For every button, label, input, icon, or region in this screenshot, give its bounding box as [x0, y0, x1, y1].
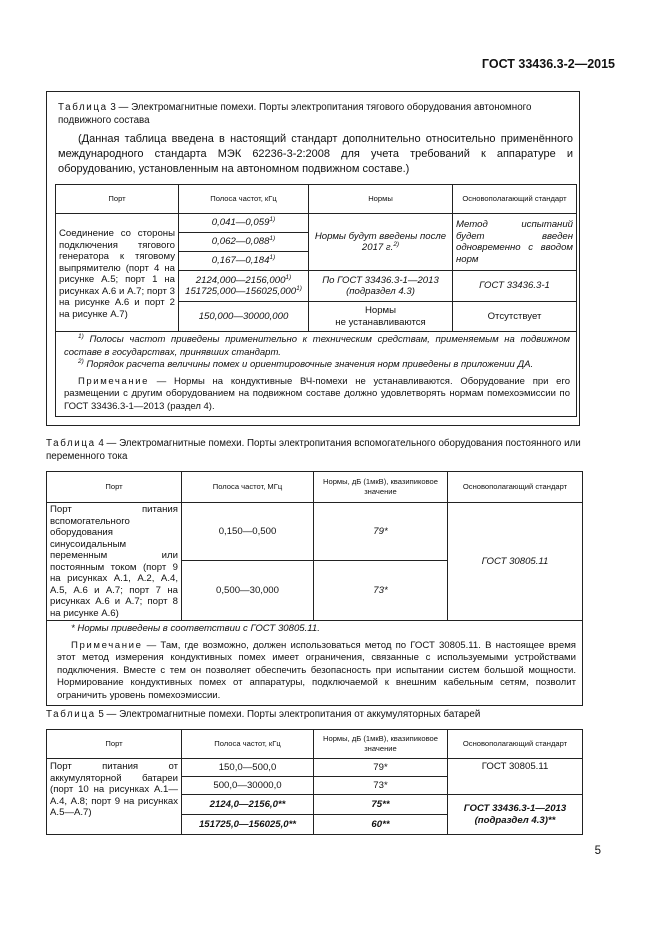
norm-text: (подраздел 4.3) [346, 286, 415, 297]
norm-text: Нормы будут введены после 2017 г. [314, 230, 447, 253]
table4-header-standard: Основополагающий стандарт [448, 472, 583, 503]
table5-norm-cell: 73* [314, 777, 448, 795]
table3-std-future: Метод испытаний будет введен одновременно с вводом норм [453, 214, 577, 271]
table5-norm-cell: 79* [314, 759, 448, 777]
table5-label: Таблица [46, 709, 96, 720]
table3-band-cell [179, 233, 309, 252]
footnote-ref: 1) [296, 284, 302, 292]
note-label: Примечание [71, 639, 143, 651]
note-text: — Нормы на кондуктивные ВЧ-помехи не устанавливаются. Оборудование при его размещении с другим оборудованием на подвижном составе должно удовлетворять нормам помехоэмиссии по ГОСТ 33436.3-1—2013 (раздел 4). [64, 375, 571, 412]
table5-header-port: Порт [47, 730, 182, 759]
table3-caption [58, 101, 573, 127]
table5-std-cell [448, 795, 583, 835]
table3-footnote-1 [64, 334, 570, 359]
table5-band-cell: 150,0—500,0 [182, 759, 314, 777]
table3-band-cell: 150,000—30000,000 [179, 302, 309, 332]
table4-header-norms: Нормы, дБ (1мкВ), квазипиковое значение [314, 472, 448, 503]
footnote-text: Порядок расчета величины помех и ориентировочные значения норм приведены в приложении ДА. [86, 359, 534, 370]
footnote-ref: 1) [285, 273, 292, 281]
footnote-mark: 1) [78, 332, 84, 340]
table3-std-cell: Отсутствует [453, 302, 577, 332]
table4-footnote: * Нормы приведены в соответствии с ГОСТ 30805.11. [71, 623, 320, 634]
table5-band-cell: 151725,0—156025,0** [182, 815, 314, 835]
table3-header-row [56, 185, 577, 214]
table5-header-band: Полоса частот, кГц [182, 730, 314, 759]
table3-label: Таблица [58, 102, 108, 113]
table4-number: 4 [98, 438, 104, 449]
table-row [56, 214, 577, 233]
table4-header-band: Полоса частот, МГц [182, 472, 314, 503]
footnote-text: Полосы частот приведены применительно к техническим средствам, применяемым на подвижном составе в государствах, принявших стандарт. [64, 334, 571, 358]
table5-number: 5 [98, 709, 104, 720]
table3-band-cell [179, 252, 309, 271]
std-text: ГОСТ 33436.3-1—2013 [463, 803, 567, 814]
table4-port-cell: Порт питания вспомогательного оборудования синусоидальным переменным или постоянным током (порт 9 на рисунках А.1, А.2, А.4, А.5, А.6 и А.7; порт 7 на рисунках А.6 и А.7; порт 8 на рисунке А.6) [47, 503, 182, 621]
norm-text: не устанавливаются [335, 316, 426, 328]
table4 [46, 471, 583, 706]
table4-title: — Электромагнитные помехи. Порты электропитания вспомогательного оборудования постоянного или переменного тока [46, 438, 581, 462]
table4-caption [46, 437, 581, 463]
footnote-mark: 2) [78, 357, 84, 365]
table5-norm-cell: 75** [314, 795, 448, 815]
page-number: 5 [594, 845, 601, 857]
table3-footnote-2 [64, 359, 570, 372]
table3-header-band: Полоса частот, кГц [179, 185, 309, 214]
table4-notes-row [47, 621, 583, 706]
table-row [47, 503, 583, 561]
table3-band-cell [179, 271, 309, 302]
table5-band-cell: 2124,0—2156,0** [182, 795, 314, 815]
table3-norm-cell [309, 302, 453, 332]
table5-header-norms: Нормы, дБ (1мкВ), квазипиковое значение [314, 730, 448, 759]
table5-header-standard: Основополагающий стандарт [448, 730, 583, 759]
table3-number: 3 [110, 102, 116, 113]
table4-norm-cell: 79* [314, 503, 448, 561]
table5-std-cell: ГОСТ 30805.11 [448, 759, 583, 795]
table3-header-port: Порт [56, 185, 179, 214]
band-value: 2124,000—2156,000 [195, 274, 286, 286]
table3 [55, 184, 577, 417]
table3-note [64, 376, 570, 414]
table3-notes-row [56, 332, 577, 417]
table3-band-cell [179, 214, 309, 233]
norm-text: Нормы [364, 305, 397, 316]
band-value: 0,062—0,088 [211, 236, 270, 248]
note-label: Примечание [78, 375, 149, 387]
table5-band-cell: 500,0—30000,0 [182, 777, 314, 795]
table5-caption [46, 708, 581, 721]
footnote-ref: 1) [269, 216, 276, 224]
table3-intro: (Данная таблица введена в настоящий стандарт дополнительно относительно применённого международного стандарта МЭК 62236-3-2:2008 для учета требований к аппаратуре и оборудованию, установленным на автономном подвижном составе.) [58, 133, 573, 175]
document-header: ГОСТ 33436.3-2—2015 [481, 57, 615, 71]
table3-title: — Электромагнитные помехи. Порты электропитания тягового оборудования автономного подвижного состава [58, 102, 532, 126]
table3-norm-future [309, 214, 453, 271]
footnote-ref: 1) [269, 235, 276, 243]
table5-title: — Электромагнитные помехи. Порты электропитания от аккумуляторных батарей [106, 709, 481, 720]
band-value: 151725,000—156025,000 [185, 286, 297, 297]
table5-header-row [47, 730, 583, 759]
norm-text: По ГОСТ 33436.3-1—2013 [322, 274, 439, 286]
table5-norm-cell: 60** [314, 815, 448, 835]
table3-header-norms: Нормы [309, 185, 453, 214]
band-value: 0,167—0,184 [211, 255, 270, 267]
table4-band-cell: 0,150—0,500 [182, 503, 314, 561]
note-text: — Там, где возможно, должен использоваться метод по ГОСТ 30805.11. В настоящее время этот метод измерения кондуктивных помех имеет ограничения, связанные с используемыми устройствами подключения. Вместе с тем он позволяет обеспечить безопасность при испытании систем большой мощности. Нормирование кондуктивных помех от аппаратуры, подключаемой к внешним кабельным сетям, позволит ограничить уровень помехоэмиссии. [57, 639, 576, 701]
table3-notes [56, 332, 577, 417]
table3-port-cell: Соединение со стороны подключения тягового генератора к тяговому выпрямителю (порт 4 на рисунке А.5; порт 1 на рисунках А.6 и А.7; порт 3 на рисунке А.6 и порт 2 на рисунке А.7) [56, 214, 179, 332]
table4-header-port: Порт [47, 472, 182, 503]
footnote-ref: 2) [393, 240, 400, 248]
band-value: 0,041—0,059 [211, 217, 270, 229]
std-text: (подраздел 4.3)** [474, 814, 556, 826]
table4-norm-cell: 73* [314, 560, 448, 620]
table4-label: Таблица [46, 438, 96, 449]
table3-header-standard: Основополагающий стандарт [453, 185, 577, 214]
table5 [46, 729, 583, 835]
table5-port-cell: Порт питания от аккумуляторной батареи (порт 10 на рисунках А.1—А.4, А.8; порт 9 на рисунках А.5—А.7) [47, 759, 182, 835]
table3-norm-cell [309, 271, 453, 302]
table4-band-cell: 0,500—30,000 [182, 560, 314, 620]
table-row [47, 759, 583, 777]
table4-std-cell: ГОСТ 30805.11 [448, 503, 583, 621]
table4-notes [47, 621, 583, 706]
table3-std-cell: ГОСТ 33436.3-1 [453, 271, 577, 302]
footnote-ref: 1) [269, 254, 276, 262]
table4-header-row [47, 472, 583, 503]
table4-note [57, 640, 576, 703]
